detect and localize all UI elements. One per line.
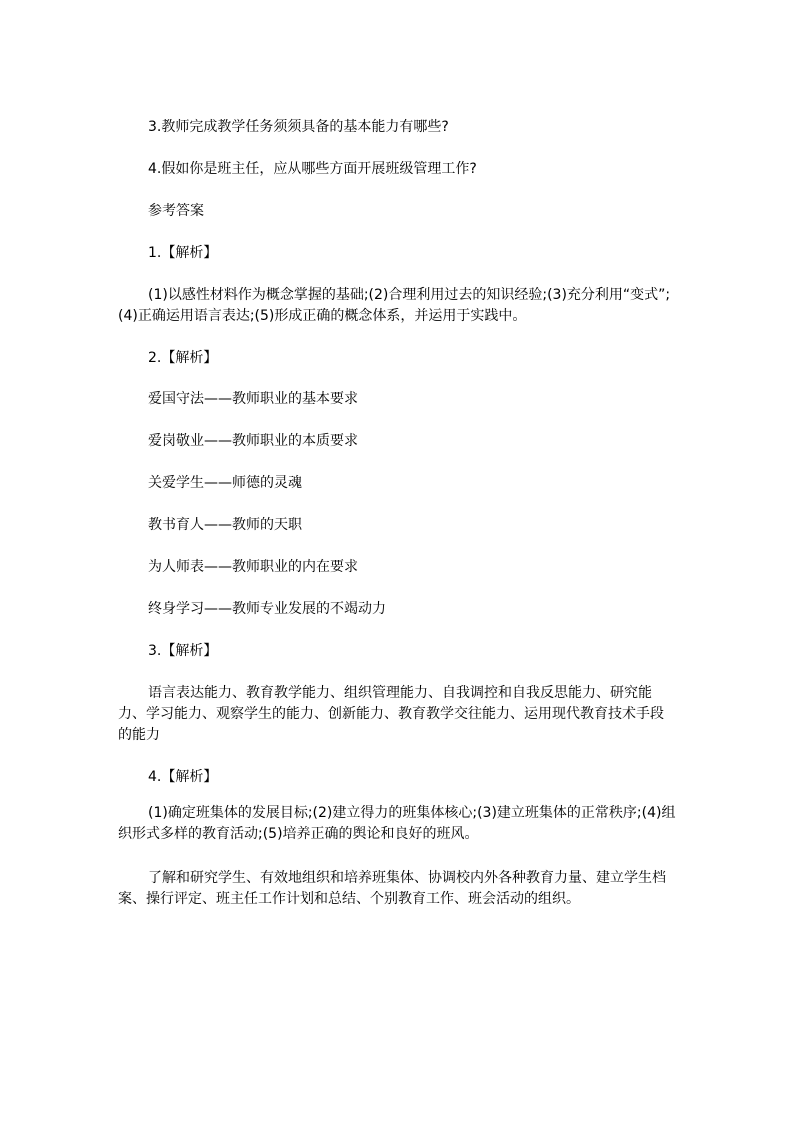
- answer-2-item: 关爱学生——师德的灵魂: [148, 475, 302, 491]
- answers-heading: 参考答案: [148, 203, 204, 219]
- answer-4-label: 4.【解析】: [148, 769, 218, 785]
- answer-1-label: 1.【解析】: [148, 245, 218, 261]
- answer-2-item: 教书育人——教师的天职: [148, 517, 302, 533]
- question-3: 3.教师完成教学任务须须具备的基本能力有哪些?: [148, 119, 449, 135]
- answer-2-label: 2.【解析】: [148, 350, 218, 366]
- answer-2-item: 爱岗敬业——教师职业的本质要求: [148, 433, 358, 449]
- answer-3-label: 3.【解析】: [148, 643, 218, 659]
- answer-1-text: (1)以感性材料作为概念掌握的基础;(2)合理利用过去的知识经验;(3)充分利用“变式”;(4)正确运用语言表达;(5)形成正确的概念体系，并运用于实践中。: [118, 287, 671, 324]
- answer-4-text-2: 了解和研究学生、有效地组织和培养班集体、协调校内外各种教育力量、建立学生档案、操行评定、班主任工作计划和总结、个别教育工作、班会活动的组织。: [118, 870, 666, 907]
- answer-2-item: 为人师表——教师职业的内在要求: [148, 559, 358, 575]
- answer-3-text: 语言表达能力、教育教学能力、组织管理能力、自我调控和自我反思能力、研究能力、学习能力、观察学生的能力、创新能力、教育教学交往能力、运用现代教育技术手段的能力: [118, 685, 664, 743]
- answer-4-text-1: (1)确定班集体的发展目标;(2)建立得力的班集体核心;(3)建立班集体的正常秩序;(4)组织形式多样的教育活动;(5)培养正确的舆论和良好的班风。: [118, 805, 676, 842]
- answer-2-item: 终身学习——教师专业发展的不竭动力: [148, 601, 386, 617]
- answer-2-item: 爱国守法——教师职业的基本要求: [148, 391, 358, 407]
- question-4: 4.假如你是班主任，应从哪些方面开展班级管理工作?: [148, 161, 477, 177]
